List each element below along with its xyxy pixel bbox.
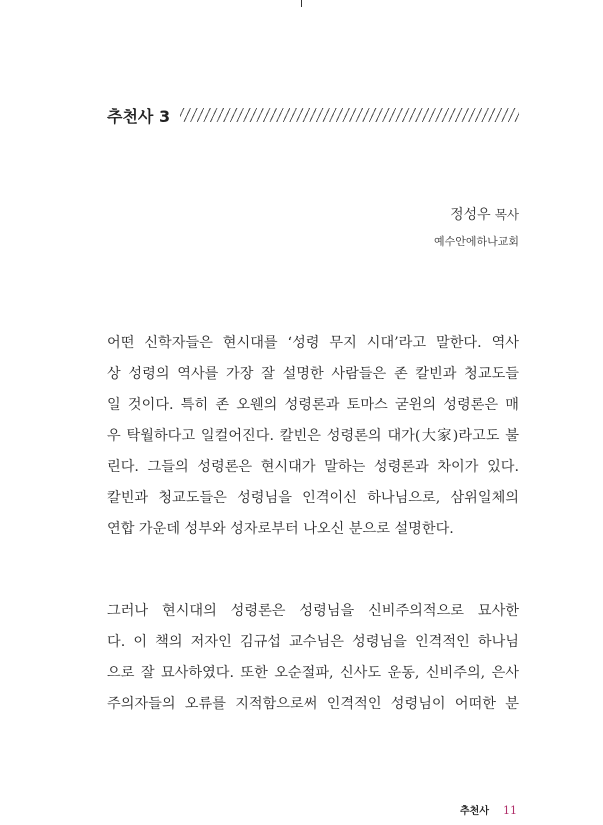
text-line: 주의자들의 오류를 지적함으로써 인격적인 성령님이 어떠한 분 <box>107 696 519 712</box>
paragraph-1 <box>107 328 519 545</box>
text-line: 칼빈과 청교도들은 성령님을 인격이신 하나님으로, 삼위일체의 <box>107 490 519 506</box>
text-line: 다. 이 책의 저자인 김규섭 교수님은 성령님을 인격적인 하나님 <box>107 634 519 650</box>
page-number: 11 <box>503 804 517 817</box>
text-line: 그러나 현시대의 성령론은 성령님을 신비주의적으로 묘사한 <box>107 603 519 619</box>
text-line: 일 것이다. 특히 존 오웬의 성령론과 토마스 굳윈의 성령론은 매 <box>107 397 519 413</box>
section-heading <box>107 102 519 128</box>
paragraph-2 <box>107 596 519 720</box>
crop-mark <box>301 0 302 7</box>
text-line: 연합 가운데 성부와 성자로부터 나오신 분으로 설명한다. <box>107 521 454 537</box>
text-line: 상 성령의 역사를 가장 잘 설명한 사람들은 존 칼빈과 청교도들 <box>107 366 519 382</box>
author-name: 정성우 <box>450 207 491 223</box>
author-title: 목사 <box>494 207 519 222</box>
text-line: 으로 잘 묘사하였다. 또한 오순절파, 신사도 운동, 신비주의, 은사 <box>107 665 519 681</box>
page-footer <box>460 802 517 817</box>
text-line: 우 탁월하다고 일컬어진다. 칼빈은 성령론의 대가(大家)라고도 불 <box>107 428 519 444</box>
author-block <box>434 204 519 249</box>
section-title: 추천사 3 <box>107 106 171 126</box>
hatch-rule <box>180 108 519 122</box>
author-church: 예수안에하나교회 <box>433 235 519 248</box>
text-line: 어떤 신학자들은 현시대를 ‘성령 무지 시대’라고 말한다. 역사 <box>107 335 519 351</box>
running-footer-label: 추천사 <box>460 806 489 817</box>
text-line: 린다. 그들의 성령론은 현시대가 말하는 성령론과 차이가 있다. <box>107 459 519 475</box>
